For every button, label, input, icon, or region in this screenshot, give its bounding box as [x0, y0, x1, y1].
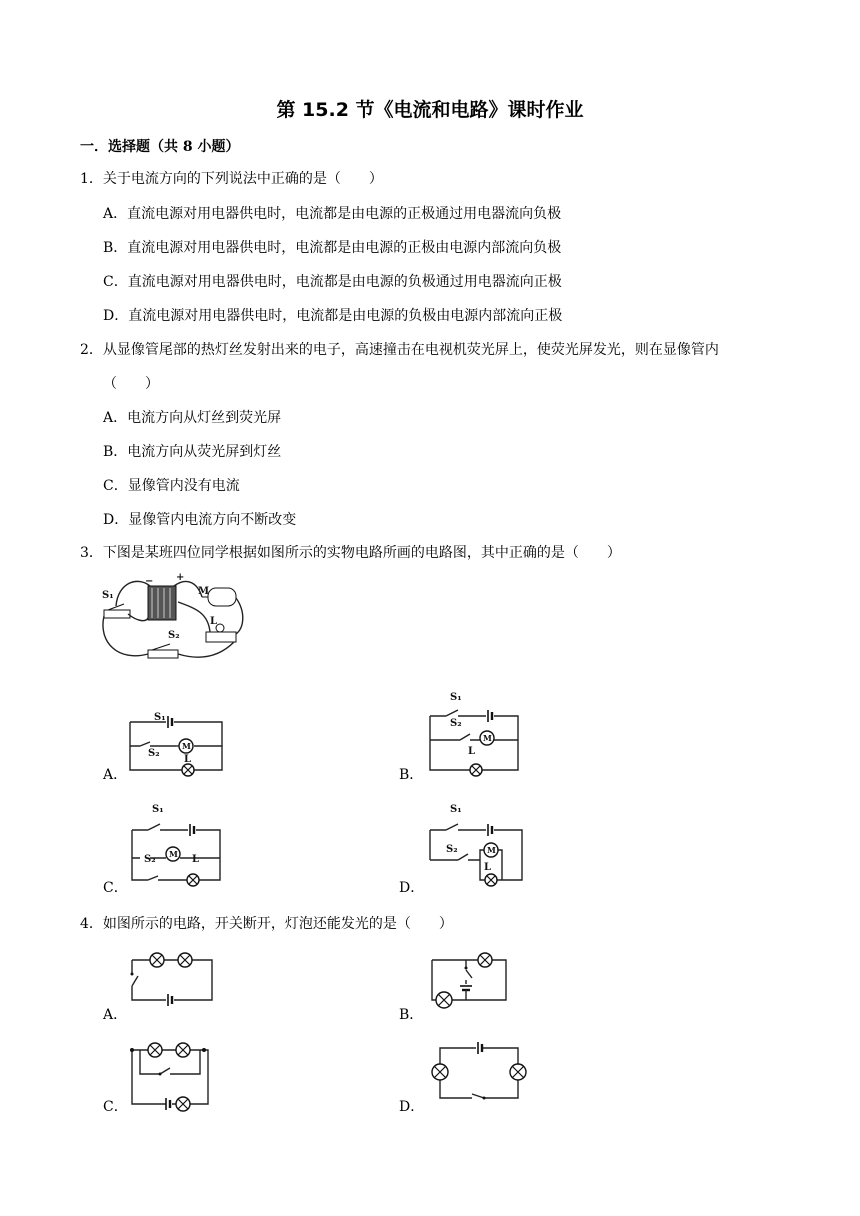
lamp-icon [470, 764, 482, 776]
battery-icon [488, 710, 492, 722]
question-3-option-d[interactable]: D． [399, 880, 425, 896]
q3-circuit-b [424, 690, 524, 774]
battery-icon [460, 986, 472, 990]
battery-plus-label: + [176, 572, 185, 583]
switch-s1-label: S₁ [102, 590, 114, 601]
q3b-s1-label: S₁ [450, 692, 462, 703]
question-1-option-a[interactable]: A．直流电源对用电器供电时，电流都是由电源的正极通过用电器流向负极 [103, 206, 562, 222]
q3d-l-label: L [484, 862, 492, 873]
question-2-option-a[interactable]: A．电流方向从灯丝到荧光屏 [103, 410, 282, 426]
q4-circuit-b [428, 946, 512, 1016]
question-2-stem-cont: （ ） [103, 376, 159, 392]
question-3-option-b[interactable]: B． [399, 767, 424, 783]
battery-icon [190, 824, 194, 836]
switch-icon [465, 967, 468, 970]
q3d-s1-label: S₁ [450, 804, 462, 815]
lamp-icon [436, 992, 452, 1008]
q3-circuit-c [126, 800, 226, 886]
question-3-option-a[interactable]: A． [103, 767, 128, 783]
battery-icon [478, 1042, 482, 1054]
question-4-stem: 4．如图所示的电路，开关断开，灯泡还能发光的是（ ） [80, 916, 453, 932]
question-4-option-d[interactable]: D． [399, 1099, 425, 1115]
q3d-m-label: M [487, 845, 496, 855]
lamp-icon [187, 874, 199, 886]
q4-circuit-d [428, 1036, 532, 1108]
battery-icon [148, 586, 176, 620]
battery-minus-label: − [145, 576, 154, 587]
question-1-option-b[interactable]: B．直流电源对用电器供电时，电流都是由电源的正极由电源内部流向负极 [103, 240, 562, 256]
q3c-m-label: M [169, 849, 178, 859]
switch-icon [159, 1073, 162, 1076]
q3c-l-label: L [192, 854, 200, 865]
q3d-s2-label: S₂ [446, 844, 458, 855]
battery-icon [168, 716, 172, 728]
question-1-option-c[interactable]: C．直流电源对用电器供电时，电流都是由电源的负极通过用电器流向正极 [103, 274, 562, 290]
question-2-option-d[interactable]: D．显像管内电流方向不断改变 [103, 512, 297, 528]
lamp-icon [485, 874, 497, 886]
lamp-icon [182, 764, 194, 776]
question-1-option-d[interactable]: D．直流电源对用电器供电时，电流都是由电源的负极由电源内部流向正极 [103, 308, 563, 324]
q3a-m-label: M [182, 741, 191, 751]
q4-circuit-a [126, 946, 216, 1008]
question-3-stem: 3．下图是某班四位同学根据如图所示的实物电路所画的电路图，其中正确的是（ ） [80, 545, 621, 561]
lamp-icon [178, 953, 192, 967]
question-2-stem: 2．从显像管尾部的热灯丝发射出来的电子，高速撞击在电视机荧光屏上，使荧光屏发光，则在显像管内 [80, 342, 719, 358]
lamp-icon [176, 1097, 190, 1111]
section-heading: 一．选择题（共 8 小题） [80, 139, 240, 155]
lamp-icon [150, 953, 164, 967]
lamp-label: L [210, 616, 218, 627]
question-4-option-a[interactable]: A． [103, 1007, 128, 1023]
lamp-icon [176, 1043, 190, 1057]
q3b-m-label: M [483, 733, 492, 743]
motor-label: M [198, 586, 210, 597]
page-title: 第 15.2 节《电流和电路》课时作业 [276, 99, 584, 121]
battery-icon [168, 994, 172, 1006]
physical-circuit-figure [98, 572, 248, 672]
q3a-s2-label: S₂ [148, 748, 160, 759]
q3-circuit-d [424, 800, 528, 886]
lamp-icon [148, 1043, 162, 1057]
question-3-option-c[interactable]: C． [103, 880, 128, 896]
q3c-s2-label: S₂ [144, 854, 156, 865]
question-4-option-b[interactable]: B． [399, 1007, 424, 1023]
switch-icon [131, 973, 134, 976]
q3a-s1-label: S₁ [154, 712, 166, 723]
q3-circuit-a [126, 708, 226, 774]
switch-icon [483, 1097, 486, 1100]
q3a-l-label: L [184, 754, 192, 765]
q3b-s2-label: S₂ [450, 718, 462, 729]
q3c-s1-label: S₁ [152, 804, 164, 815]
lamp-icon [510, 1064, 526, 1080]
q3b-l-label: L [468, 746, 476, 757]
question-2-option-c[interactable]: C．显像管内没有电流 [103, 478, 240, 494]
lamp-icon [478, 953, 492, 967]
battery-icon [488, 824, 492, 836]
q4-circuit-c [126, 1040, 216, 1112]
lamp-icon [432, 1064, 448, 1080]
battery-icon [166, 1098, 170, 1110]
question-1-stem: 1．关于电流方向的下列说法中正确的是（ ） [80, 171, 383, 187]
question-2-option-b[interactable]: B．电流方向从荧光屏到灯丝 [103, 444, 282, 460]
question-4-option-c[interactable]: C． [103, 1099, 128, 1115]
switch-s2-label: S₂ [168, 630, 180, 641]
